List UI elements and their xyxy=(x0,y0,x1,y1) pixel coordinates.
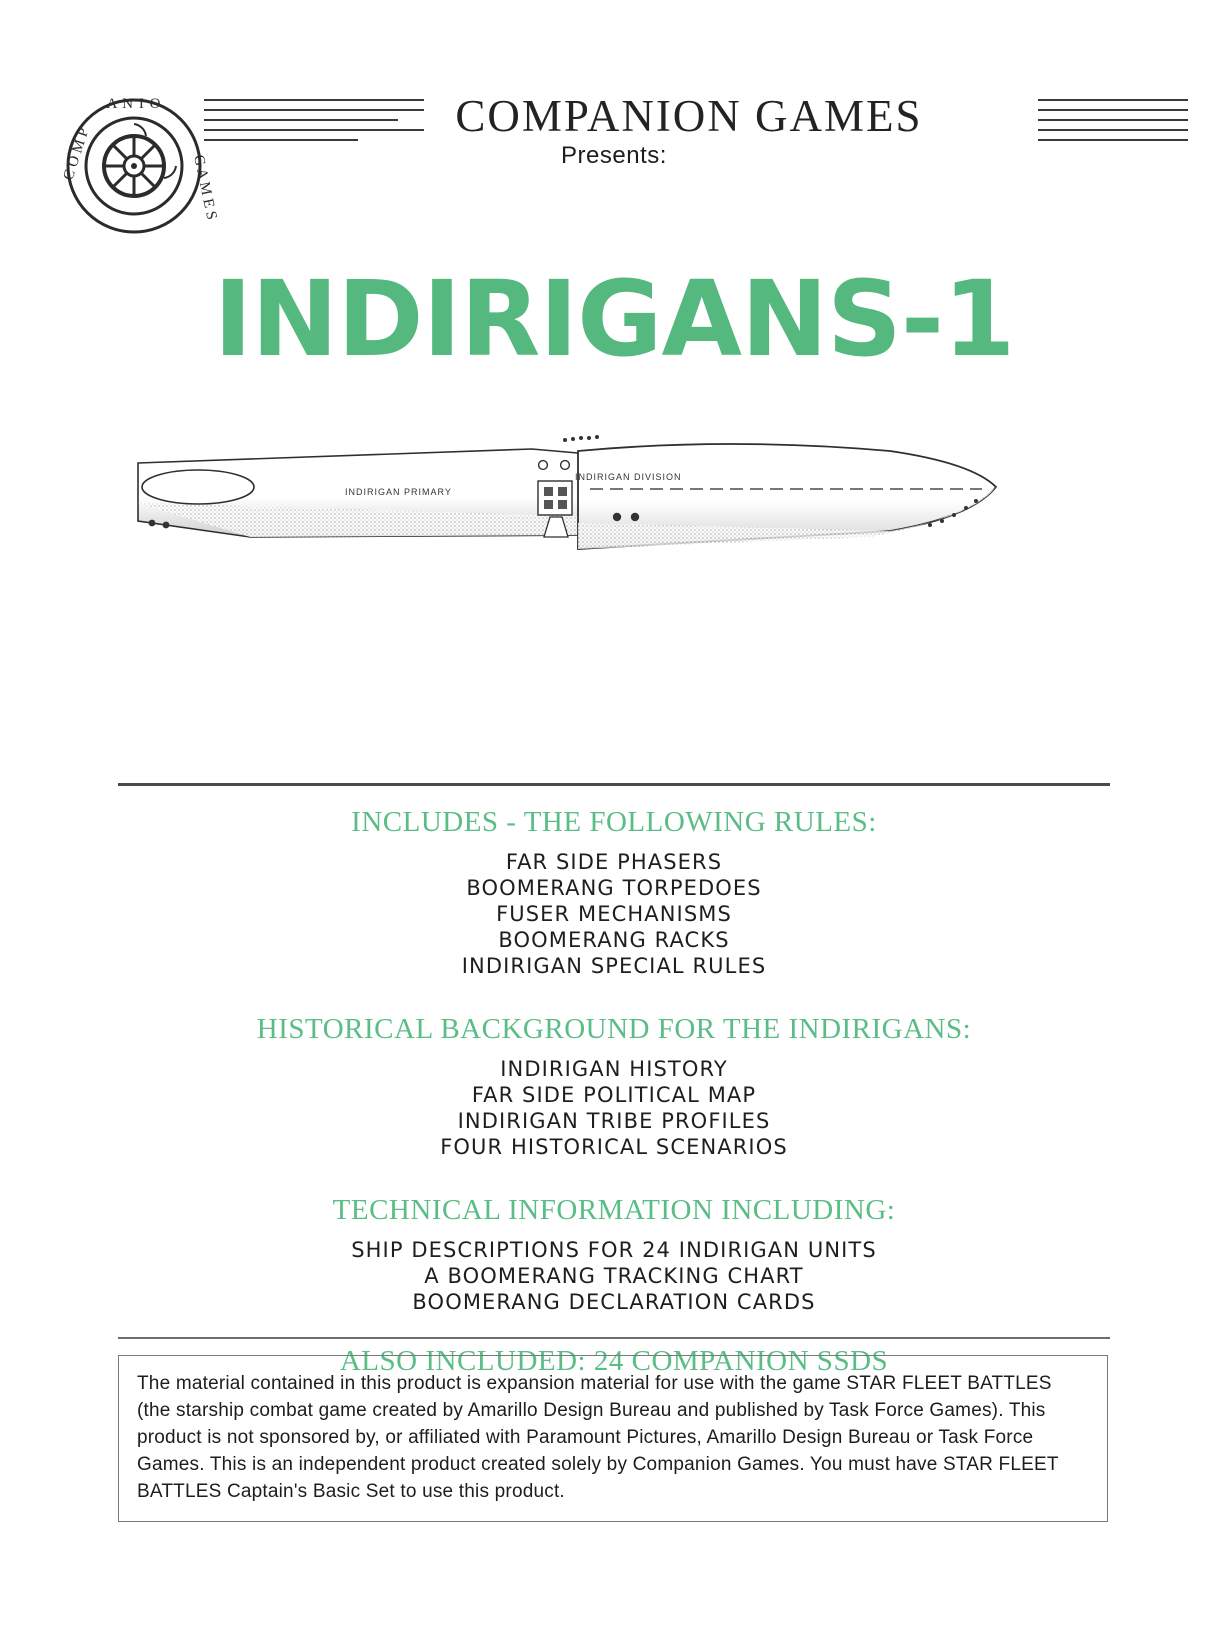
rules-list xyxy=(0,849,1228,979)
list-item: FAR SIDE POLITICAL MAP xyxy=(471,1083,757,1107)
list-item: BOOMERANG DECLARATION CARDS xyxy=(412,1290,816,1314)
page-header xyxy=(40,78,1188,248)
disclaimer-text: The material contained in this product is expansion material for use with the game STAR FLEET BATTLES (the starship combat game created by Amarillo Design Bureau and published by Task Force Games). This product is not sponsored by, or affiliated with Paramount Pictures, Amarillo Design Bureau or Task Force Games. This is an independent product created solely by Companion Games. You must have STAR FLEET BATTLES Captain's Basic Set to use this product. xyxy=(137,1373,1059,1502)
starship-illustration xyxy=(130,425,1020,605)
list-item: SHIP DESCRIPTIONS FOR 24 INDIRIGAN UNITS xyxy=(351,1238,877,1262)
contents-block xyxy=(0,800,1228,1378)
divider-bottom xyxy=(118,1337,1110,1339)
page-title: INDIRIGANS-1 xyxy=(213,258,1015,380)
section-heading-background: HISTORICAL BACKGROUND FOR THE INDIRIGANS: xyxy=(256,1013,972,1045)
svg-text:INDIRIGAN PRIMARY: INDIRIGAN PRIMARY xyxy=(345,487,452,497)
svg-text:INDIRIGAN DIVISION: INDIRIGAN DIVISION xyxy=(575,472,682,482)
background-list xyxy=(0,1056,1228,1160)
svg-text:C O M P: C O M P xyxy=(60,126,93,183)
list-item: INDIRIGAN SPECIAL RULES xyxy=(461,954,767,978)
list-item: INDIRIGAN TRIBE PROFILES xyxy=(457,1109,771,1133)
list-item: BOOMERANG TORPEDOES xyxy=(466,876,762,900)
svg-text:G A M E S: G A M E S xyxy=(190,153,220,222)
list-item: FUSER MECHANISMS xyxy=(496,902,732,926)
divider-top xyxy=(118,783,1110,786)
technical-list xyxy=(0,1237,1228,1315)
publisher-name: COMPANION GAMES xyxy=(455,91,923,141)
list-item: FAR SIDE PHASERS xyxy=(505,850,723,874)
also-included-heading: ALSO INCLUDED: 24 COMPANION SSDS xyxy=(339,1345,889,1377)
section-heading-technical: TECHNICAL INFORMATION INCLUDING: xyxy=(332,1194,896,1226)
svg-text:A N I O: A N I O xyxy=(106,96,162,112)
list-item: FOUR HISTORICAL SCENARIOS xyxy=(440,1135,788,1159)
presents-label: Presents: xyxy=(561,142,667,169)
disclaimer-box xyxy=(118,1355,1108,1522)
list-item: A BOOMERANG TRACKING CHART xyxy=(424,1264,804,1288)
list-item: BOOMERANG RACKS xyxy=(498,928,730,952)
list-item: INDIRIGAN HISTORY xyxy=(500,1057,728,1081)
section-heading-rules: INCLUDES - THE FOLLOWING RULES: xyxy=(351,806,877,838)
